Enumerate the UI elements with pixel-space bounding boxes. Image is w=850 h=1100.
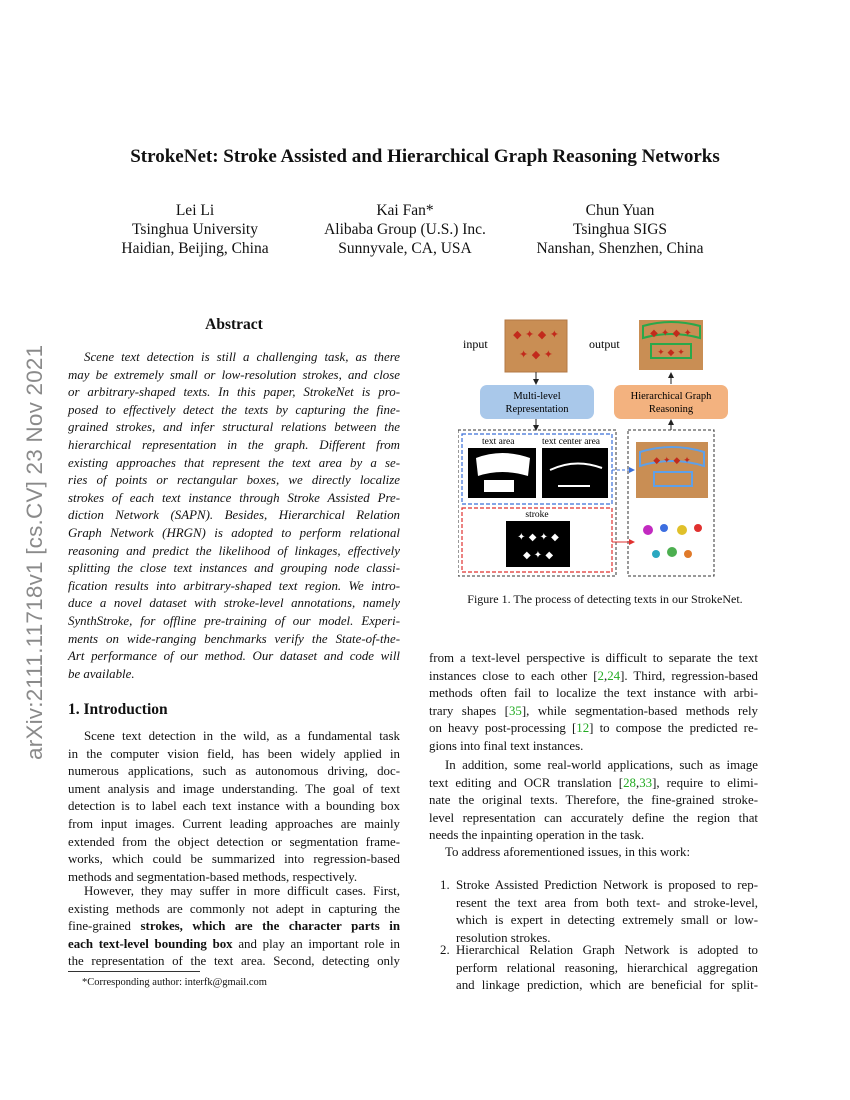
text-line: To address aforementioned issues, in this work: <box>445 845 691 859</box>
text-line <box>68 936 400 954</box>
text-line: from a text-level perspective is difficult to separate the text <box>429 651 758 665</box>
citation[interactable]: 33 <box>639 775 653 790</box>
text-span: fine-grained <box>68 919 141 934</box>
input-photo <box>505 320 567 372</box>
text-line <box>68 918 400 936</box>
text-line: resolution strokes. <box>456 930 551 945</box>
box-right-line-1: Hierarchical Graph <box>630 391 712 402</box>
text-line: methods and segmentation-based methods, respectively. <box>68 869 358 884</box>
stroke-label: stroke <box>525 510 549 520</box>
svg-text:◆ ✦ ◆: ◆ ✦ ◆ <box>522 550 554 561</box>
citation[interactable]: 24 <box>607 668 621 683</box>
text-span: trary shapes [ <box>429 703 509 718</box>
box-left-line-2: Representation <box>505 404 569 415</box>
text-line: detection is to label each text instance with a bounding box <box>68 799 400 814</box>
svg-text:◆ ✦ ◆ ✦: ◆ ✦ ◆ ✦ <box>513 328 559 341</box>
author-name: Kai Fan* <box>376 202 434 219</box>
list-item <box>440 877 758 945</box>
text-span: ], require to elimi- <box>652 775 758 790</box>
right-paragraph-1 <box>429 650 758 756</box>
text-line <box>429 703 758 721</box>
text-line: Hierarchical Relation Graph Network is adopted to <box>456 943 758 957</box>
abstract-body <box>68 349 400 683</box>
text-line: nate the original texts. Therefore, the fine-grained stroke- <box>429 793 758 808</box>
abstract-line: posed to effectively detect the texts by capturing the fine- <box>68 402 400 417</box>
right-paragraph-2 <box>429 757 758 845</box>
abstract-line: ries of points or rectangular boxes, we directly localize <box>68 473 400 488</box>
text-line: and linkage prediction, which are beneficial for split- <box>456 978 758 993</box>
contribution-list <box>440 877 758 945</box>
citation[interactable]: 28 <box>623 775 636 790</box>
text-line: level representation can accurately define the region that <box>429 810 758 825</box>
box-right-line-2: Reasoning <box>648 404 694 415</box>
abstract-line: duce a novel dataset with stroke-level annotations, namely <box>68 596 400 611</box>
text-span: ], while segmentation-based methods rely <box>521 703 758 718</box>
text-line: existing methods are commonly not adept in capturing the <box>68 901 400 916</box>
text-span: instances close to each other [ <box>429 668 598 683</box>
text-level-result-photo <box>636 442 708 498</box>
abstract-line: fication results into arbitrary-shaped text region. We intro- <box>68 578 400 593</box>
box-left-line-1: Multi-level <box>513 391 561 402</box>
author-block-1 <box>95 201 295 258</box>
text-line <box>429 720 758 738</box>
text-line: ument analysis and image understanding. The goal of text <box>68 781 400 796</box>
list-number: 1. <box>440 878 450 892</box>
footnote: *Corresponding author: interfk@gmail.com <box>82 977 267 988</box>
text-line: In addition, some real-world applications, such as image <box>445 758 758 772</box>
figure-1 <box>458 318 758 580</box>
text-span: , <box>603 668 608 683</box>
bold-span: strokes, which are the character parts in <box>140 919 400 934</box>
author-block-2 <box>300 201 510 258</box>
text-line: resent the text area from both text- and stroke-level, <box>456 895 758 910</box>
abstract-line: diction Network (SAPN). Besides, Hierarchical Relation <box>68 508 400 523</box>
text-line <box>429 668 758 686</box>
abstract-line: splitting the close text instances and grouping node classi- <box>68 561 400 576</box>
author-location: Haidian, Beijing, China <box>121 240 269 257</box>
footnote-rule <box>68 971 200 972</box>
text-span: , <box>635 775 640 790</box>
text-line: in the computer vision field, has been widely applied in <box>68 746 400 761</box>
text-center-area-mask <box>542 448 608 498</box>
text-line: needs the inpainting operation in the task. <box>429 828 645 843</box>
abstract-line: grained strokes, and infer structural relations between the <box>68 420 400 435</box>
text-line: from input images. Current leading approaches are mainly <box>68 816 400 831</box>
right-paragraph-3 <box>445 844 758 862</box>
figure-1-caption: Figure 1. The process of detecting texts in our StrokeNet. <box>467 592 743 606</box>
input-label: input <box>463 337 488 351</box>
abstract-line: may be extremely small or low-resolution strokes, and close <box>68 367 400 382</box>
abstract-line: SynthStroke, for offline pre-training of our model. Experi- <box>68 613 400 628</box>
bold-span: each text-level bounding box <box>68 936 233 951</box>
list-number: 2. <box>440 943 450 957</box>
abstract-line: Graph Network (HRGN) is adopted to perform relational <box>68 525 400 540</box>
citation[interactable]: 12 <box>576 721 590 736</box>
text-line: perform relational reasoning, hierarchical aggregation <box>456 960 758 975</box>
text-line: extended from the object detection or segmentation frame- <box>68 834 400 849</box>
intro-paragraph-1 <box>68 728 400 886</box>
abstract-line: Scene text detection is still a challenging task, as there <box>84 350 400 364</box>
svg-text:✦ ◆ ✦: ✦ ◆ ✦ <box>519 348 553 361</box>
svg-text:✦ ◆ ✦: ✦ ◆ ✦ <box>657 348 685 358</box>
author-affiliation: Tsinghua University <box>132 221 258 238</box>
contribution-list-2 <box>440 942 758 993</box>
list-item-body <box>456 877 758 945</box>
text-span: ] to compose the predicted re- <box>589 721 758 736</box>
text-line: gions into final text instances. <box>429 738 584 753</box>
intro-paragraph-2 <box>68 883 400 971</box>
text-line: Scene text detection in the wild, as a fundamental task <box>84 729 400 743</box>
citation[interactable]: 2 <box>597 668 604 683</box>
text-center-area-label: text center area <box>542 437 601 447</box>
text-line: works, which could be summarized into regression-based <box>68 852 400 867</box>
list-item <box>440 942 758 993</box>
abstract-line: reasoning and predict the likelihood of linkages, effectively <box>68 543 400 558</box>
text-area-label: text area <box>482 437 515 447</box>
arxiv-stamp: arXiv:2111.11718v1 [cs.CV] 23 Nov 2021 <box>22 344 47 760</box>
text-line: However, they may suffer in more difficult cases. First, <box>84 884 400 898</box>
text-line: which is expert in detecting extremely small or low- <box>456 913 758 928</box>
author-affiliation: Tsinghua SIGS <box>572 221 668 238</box>
author-name: Lei Li <box>175 202 215 219</box>
text-span: on heavy post-processing [ <box>429 721 577 736</box>
abstract-line: ments on wide-ranging benchmarks verify the State-of-the- <box>68 631 400 646</box>
stroke-level-result <box>636 516 708 568</box>
paper-title: StrokeNet: Stroke Assisted and Hierarchical Graph Reasoning Networks <box>130 146 720 167</box>
introduction-heading: 1. Introduction <box>68 701 168 718</box>
author-block-3 <box>515 201 725 258</box>
author-location: Nanshan, Shenzhen, China <box>536 240 704 257</box>
abstract-line: or arbitrary-shaped texts. In this paper, StrokeNet is pro- <box>68 385 400 400</box>
svg-text:✦ ◆ ✦ ◆: ✦ ◆ ✦ ◆ <box>517 532 559 543</box>
text-line: methods often fail to localize the text instance with arbi- <box>429 686 758 701</box>
list-item-body <box>456 942 758 993</box>
figure-1-diagram <box>458 318 758 580</box>
abstract-line: be available. <box>68 666 135 681</box>
text-line: the representation of the text area. Second, detecting only <box>68 954 400 969</box>
output-label: output <box>589 337 620 351</box>
text-line: numerous applications, such as autonomous driving, doc- <box>68 764 400 779</box>
text-span: text editing and OCR translation [ <box>429 775 624 790</box>
abstract-line: strokes of each text instance through Stroke Assisted Pre- <box>68 490 400 505</box>
author-affiliation: Alibaba Group (U.S.) Inc. <box>324 221 486 238</box>
svg-text:◆ ✦ ◆ ✦: ◆ ✦ ◆ ✦ <box>653 456 691 466</box>
abstract-line: hierarchical representation in the graph. Different from <box>68 437 400 452</box>
author-location: Sunnyvale, CA, USA <box>338 240 472 257</box>
svg-text:◆ ✦ ◆ ✦: ◆ ✦ ◆ ✦ <box>650 328 692 339</box>
abstract-heading: Abstract <box>205 316 263 333</box>
text-span: and play an important role in <box>232 936 401 951</box>
text-span: ]. Third, regression-based <box>620 668 758 683</box>
author-name: Chun Yuan <box>585 202 655 219</box>
text-line <box>429 775 758 793</box>
abstract-line: existing approaches that represent the text area by a se- <box>68 455 400 470</box>
text-line: Stroke Assisted Prediction Network is proposed to rep- <box>456 878 758 892</box>
abstract-line: Art performance of our method. Our dataset and code will <box>68 649 400 664</box>
citation[interactable]: 35 <box>508 703 522 718</box>
output-photo <box>639 320 703 370</box>
